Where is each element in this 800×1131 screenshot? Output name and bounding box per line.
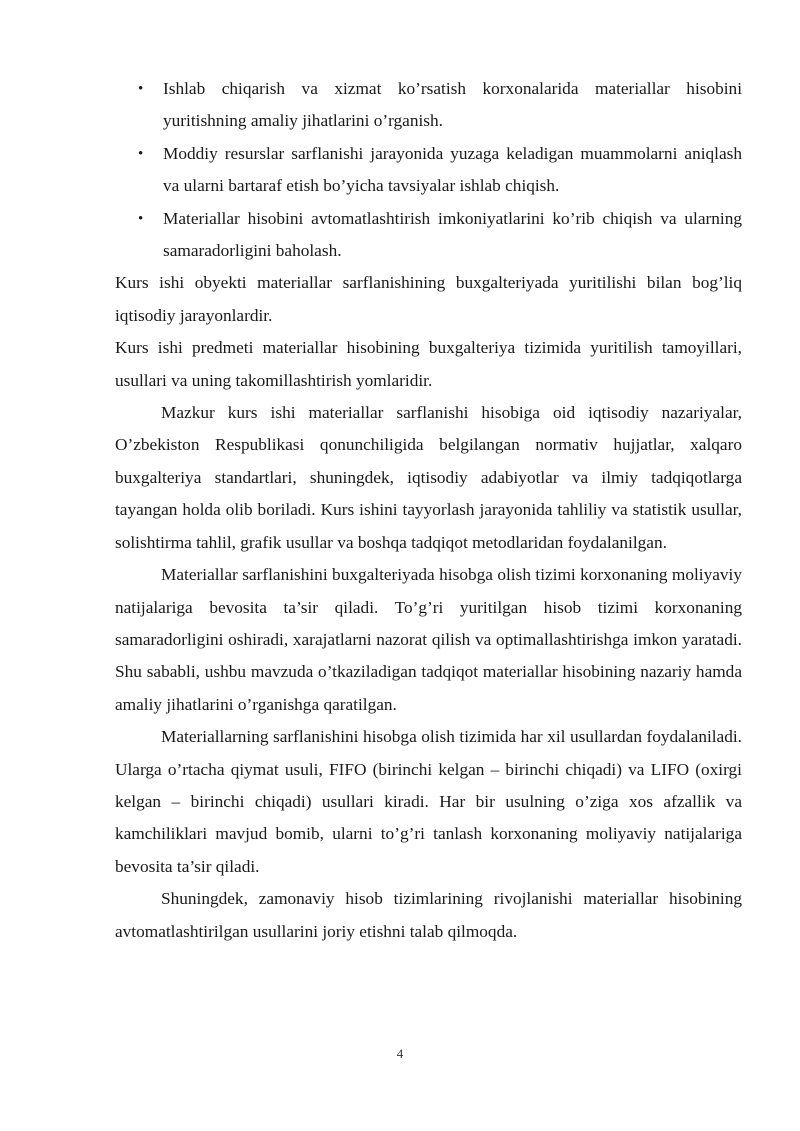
list-item-text: Materiallar hisobini avtomatlashtirish imkoniyatlarini ko’rib chiqish va ularning samaradorligini baholash. xyxy=(163,208,742,261)
bullet-icon: • xyxy=(138,81,144,97)
research-subject-paragraph: Kurs ishi predmeti materiallar hisobining buxgalteriya tizimida yuritilish tamoyillari, usullari va uning takomillashtirish yomlaridir. xyxy=(115,338,742,390)
list-item-text: Moddiy resurslar sarflanishi jarayonida yuzaga keladigan muammolarni aniqlash va ularni bartaraf etish bo’yicha tavsiyalar ishlab chiqish. xyxy=(163,143,742,196)
list-item xyxy=(115,203,742,268)
bullet-icon: • xyxy=(138,210,144,227)
automation-paragraph: Shuningdek, zamonaviy hisob tizimlarining rivojlanishi materiallar hisobining avtomatlashtirilgan usullarini joriy etishni talab qilmoqda. xyxy=(115,889,742,941)
bullet-icon: • xyxy=(138,145,144,162)
relevance-paragraph: Materiallar sarflanishini buxgalteriyada hisobga olish tizimi korxonaning moliyaviy natijalariga bevosita ta’sir qiladi. To’g’ri yuritilgan hisob tizimi korxonaning samaradorligini oshiradi, xarajatlarni nazorat qilish va optimallashtirishga imkon yaratadi. Shu sababli, ushbu mavzuda o’tkaziladigan tadqiqot materiallar hisobining nazariy hamda amaliy jihatlarini o’rganishga qaratilgan. xyxy=(115,565,742,714)
page-body xyxy=(115,73,742,948)
list-item xyxy=(115,138,742,203)
methodology-paragraph: Mazkur kurs ishi materiallar sarflanishi hisobiga oid iqtisodiy nazariyalar, O’zbekiston Respublikasi qonunchiligida belgilangan normativ hujjatlar, xalqaro buxgalteriya standartlari, shuningdek, iqtisodiy adabiyotlar va ilmiy tadqiqotlarga tayangan holda olib boriladi. Kurs ishini tayyorlash jarayonida tahliliy va statistik usullar, solishtirma tahlil, grafik usullar va boshqa tadqiqot metodlaridan foydalanilgan. xyxy=(115,403,742,552)
page-number: 4 xyxy=(396,1046,404,1061)
list-item-text: Ishlab chiqarish va xizmat ko’rsatish korxonalarida materiallar hisobini yuritishning amaliy jihatlarini o’rganish. xyxy=(163,79,742,131)
methods-paragraph: Materiallarning sarflanishini hisobga olish tizimida har xil usullardan foydalaniladi. Ularga o’rtacha qiymat usuli, FIFO (birinchi kelgan – birinchi chiqadi) va LIFO (oxirgi kelgan – birinchi chiqadi) usullari kiradi. Har bir usulning o’ziga xos afzallik va kamchiliklari mavjud bomib, ularni to’g’ri tanlash korxonaning moliyaviy natijalariga bevosita ta’sir qiladi. xyxy=(115,727,742,876)
objectives-list xyxy=(115,73,742,267)
list-item xyxy=(115,73,742,138)
research-object-paragraph: Kurs ishi obyekti materiallar sarflanishining buxgalteriyada yuritilishi bilan bog’liq iqtisodiy jarayonlardir. xyxy=(115,273,742,325)
